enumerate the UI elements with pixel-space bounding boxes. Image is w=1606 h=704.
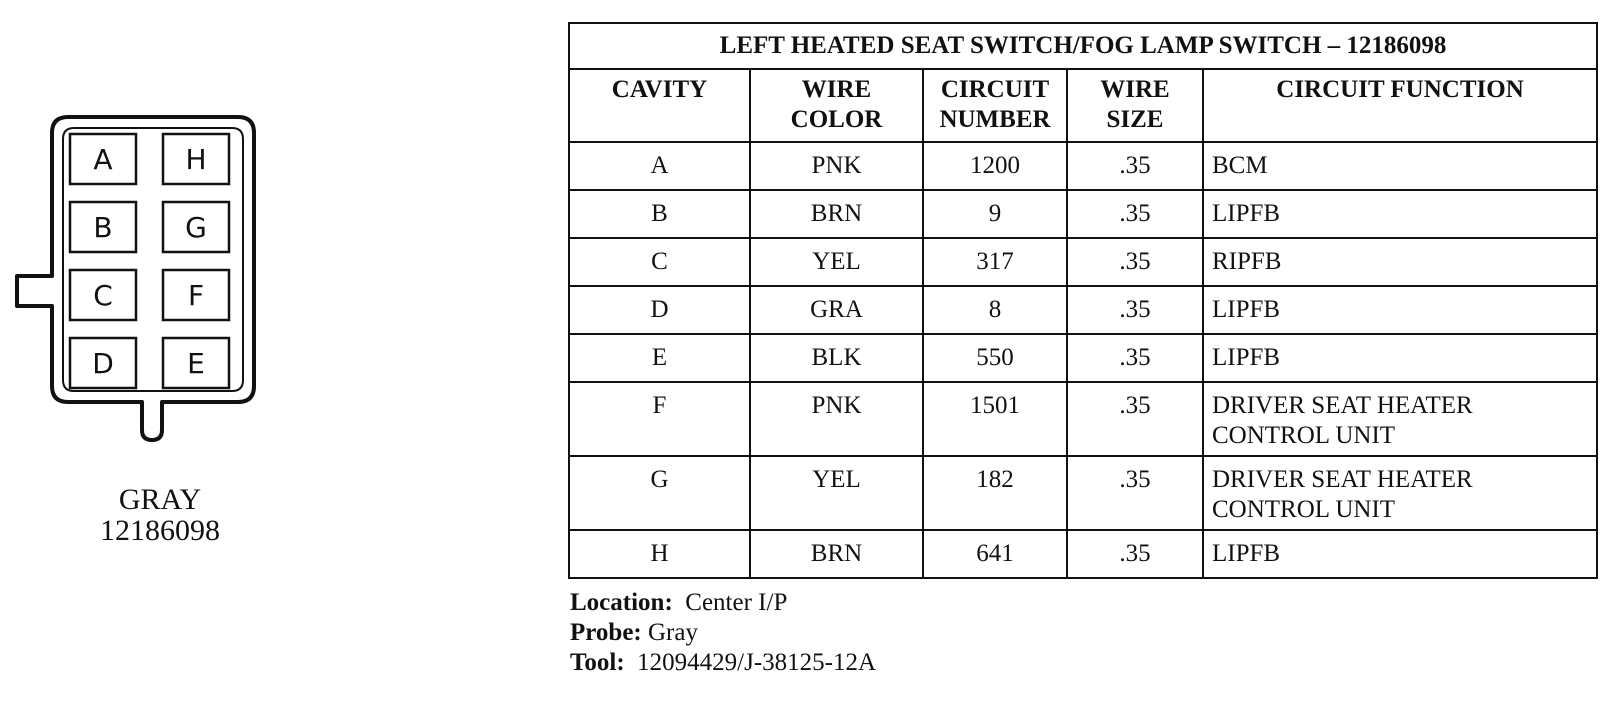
connector-color-label: GRAY [118,483,202,516]
location-value: Center I/P [685,589,788,616]
cell-cavity: D [569,286,750,334]
location-line [570,588,876,618]
cavity-d [70,338,136,388]
cell-cavity: A [569,142,750,190]
cell-wire-color: YEL [750,238,923,286]
cell-wire-size: .35 [1067,286,1203,334]
cell-wire-size: .35 [1067,382,1203,456]
header-cavity: CAVITY [569,69,750,142]
tool-value: 12094429/J-38125-12A [637,649,877,676]
cell-wire-color: YEL [750,456,923,530]
table-row [569,334,1597,382]
table-row [569,530,1597,578]
table-row [569,142,1597,190]
cavity-label: C [93,279,113,312]
cell-wire-size: .35 [1067,530,1203,578]
connector-notes [570,588,876,678]
probe-label: Probe: [570,619,642,646]
cavity-grid [70,134,229,388]
table-title: LEFT HEATED SEAT SWITCH/FOG LAMP SWITCH – 12186098 [569,23,1597,69]
cell-circuit-function: LIPFB [1203,190,1597,238]
cell-cavity: B [569,190,750,238]
cavity-label: F [187,279,205,312]
header-wire-color: WIRE COLOR [750,69,923,142]
header-circuit-function: CIRCUIT FUNCTION [1203,69,1597,142]
cavity-label: B [93,211,113,244]
cell-cavity: F [569,382,750,456]
cavity-b [70,202,136,252]
table-row [569,456,1597,530]
cavity-e [163,338,229,388]
cell-wire-size: .35 [1067,238,1203,286]
cell-cavity: G [569,456,750,530]
cavity-label: D [92,347,114,380]
table-header-row [569,69,1597,142]
cell-wire-color: GRA [750,286,923,334]
header-circuit-number: CIRCUIT NUMBER [923,69,1067,142]
table-row [569,286,1597,334]
connector-inner-outline [63,128,243,391]
connector-diagram [10,110,270,450]
cavity-a [70,134,136,184]
cell-wire-color: PNK [750,142,923,190]
probe-line [570,618,876,648]
cell-circuit-function: LIPFB [1203,530,1597,578]
cell-circuit-number: 9 [923,190,1067,238]
cell-circuit-function: DRIVER SEAT HEATER CONTROL UNIT [1203,456,1597,530]
pinout-table [568,22,1598,579]
cell-circuit-number: 8 [923,286,1067,334]
cell-cavity: H [569,530,750,578]
cell-circuit-number: 550 [923,334,1067,382]
connector-part-number: 12186098 [100,514,220,547]
cell-circuit-number: 641 [923,530,1067,578]
cell-wire-size: .35 [1067,142,1203,190]
cavity-label: H [185,143,207,176]
cell-wire-size: .35 [1067,334,1203,382]
probe-value: Gray [648,619,698,646]
cell-wire-color: BRN [750,190,923,238]
cell-circuit-function: LIPFB [1203,286,1597,334]
cell-wire-size: .35 [1067,456,1203,530]
tool-label: Tool: [570,649,625,676]
cavity-h [163,134,229,184]
tool-line [570,648,876,678]
cell-wire-color: BRN [750,530,923,578]
cell-circuit-function: RIPFB [1203,238,1597,286]
header-wire-size: WIRE SIZE [1067,69,1203,142]
table-row [569,190,1597,238]
cell-circuit-number: 182 [923,456,1067,530]
table-row [569,382,1597,456]
cell-wire-size: .35 [1067,190,1203,238]
cell-cavity: C [569,238,750,286]
cell-cavity: E [569,334,750,382]
cavity-label: A [93,143,113,176]
cell-circuit-function: BCM [1203,142,1597,190]
cavity-g [163,202,229,252]
location-label: Location: [570,589,673,616]
cell-circuit-number: 1200 [923,142,1067,190]
cell-circuit-number: 1501 [923,382,1067,456]
cell-circuit-function: LIPFB [1203,334,1597,382]
cell-wire-color: BLK [750,334,923,382]
table-row [569,238,1597,286]
cell-circuit-number: 317 [923,238,1067,286]
cavity-f [163,270,229,320]
cell-circuit-function: DRIVER SEAT HEATER CONTROL UNIT [1203,382,1597,456]
cavity-label: G [185,211,207,244]
cell-wire-color: PNK [750,382,923,456]
cavity-label: E [187,347,205,380]
cavity-c [70,270,136,320]
